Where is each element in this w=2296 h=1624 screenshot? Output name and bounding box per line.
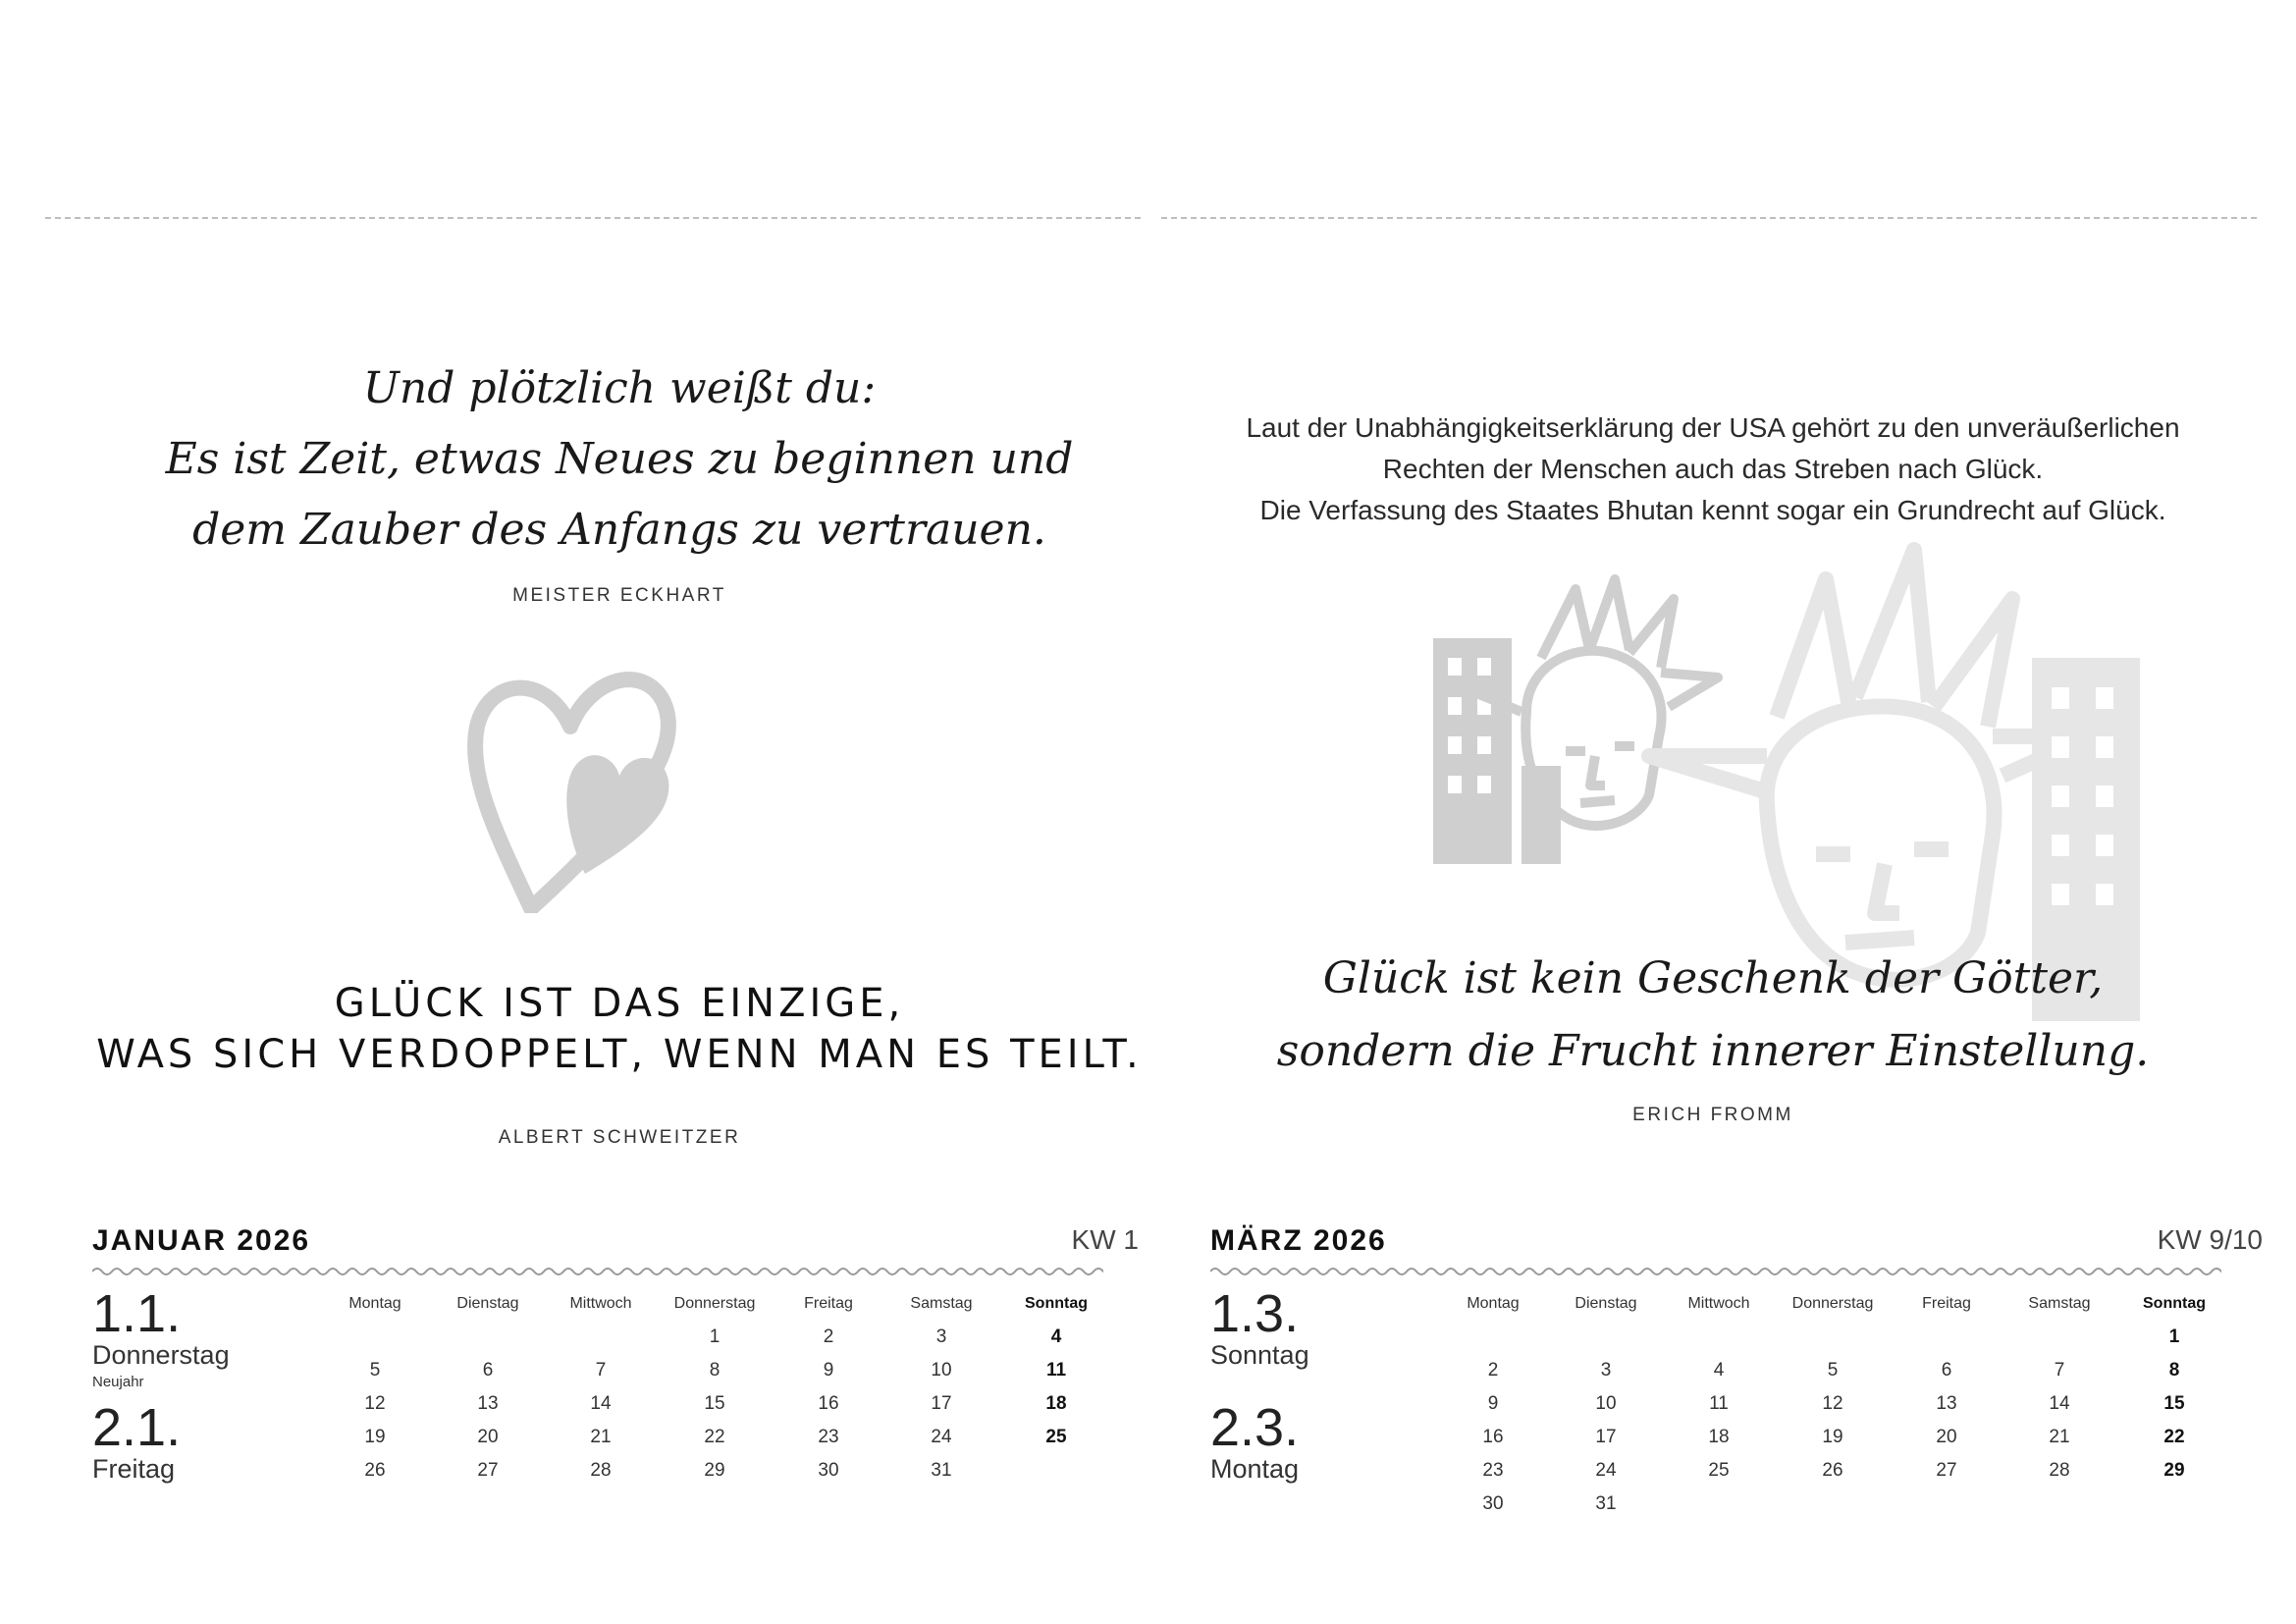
calendar-month-title: MÄRZ 2026 — [1210, 1224, 1387, 1257]
calendar-day-cell: 11 — [1045, 1360, 1067, 1380]
calendar-day-cell: 13 — [1936, 1393, 1957, 1414]
heart-icon — [467, 658, 703, 913]
weekday-header: Dienstag — [456, 1295, 519, 1312]
calendar-day-cell: 4 — [1050, 1326, 1062, 1347]
calendar-day-cell: 24 — [1595, 1460, 1617, 1481]
calendar-day-cell: 30 — [818, 1460, 839, 1481]
calendar-day-cell: 24 — [931, 1427, 952, 1447]
calendar-day-cell: 7 — [595, 1360, 607, 1380]
calendar-day-cell: 4 — [1713, 1360, 1725, 1380]
calendar-day-cell: 28 — [2049, 1460, 2070, 1481]
day-date: 2.3. — [1210, 1398, 1300, 1457]
calendar-day-cell: 10 — [1595, 1393, 1617, 1414]
day-weekday: Donnerstag — [92, 1340, 230, 1370]
calendar-day-cell: 9 — [1487, 1393, 1499, 1414]
quote-line: sondern die Frucht innerer Einstellung. — [1276, 1026, 2150, 1076]
calendar-day-cell: 14 — [2049, 1393, 2070, 1414]
calendar-day-cell: 8 — [709, 1360, 721, 1380]
day-holiday: Neujahr — [92, 1374, 144, 1390]
calendar-day-cell: 1 — [709, 1326, 721, 1347]
quote-line: Glück ist kein Geschenk der Götter, — [1322, 953, 2104, 1003]
weekday-header: Samstag — [910, 1295, 973, 1312]
calendar-day-cell: 11 — [1709, 1393, 1729, 1414]
calendar-day-cell: 26 — [364, 1460, 386, 1481]
quote-line: Es ist Zeit, etwas Neues zu beginnen und — [165, 434, 1074, 484]
calendar-day-cell: 26 — [1822, 1460, 1843, 1481]
left-page — [55, 0, 1184, 1624]
calendar-week-number: KW 1 — [1071, 1224, 1139, 1255]
calendar-day-cell: 8 — [2168, 1360, 2180, 1380]
calendar-day-cell: 9 — [823, 1360, 834, 1380]
fact-line: Rechten der Menschen auch das Streben nach Glück. — [1382, 454, 2044, 484]
weekday-header: Montag — [1467, 1295, 1520, 1312]
calendar-day-cell: 16 — [818, 1393, 839, 1414]
quote-fromm — [1148, 943, 2277, 1088]
calendar-day-cell: 23 — [1482, 1460, 1504, 1481]
quote-author-fromm: ERICH FROMM — [1632, 1105, 1793, 1125]
calendar-day-cell: 2 — [1487, 1360, 1499, 1380]
calendar-day-cell: 25 — [1045, 1427, 1067, 1447]
fact-line: Laut der Unabhängigkeitserklärung der USA gehört zu den unveräußerlichen — [1246, 412, 2180, 443]
calendar-day-cell: 23 — [818, 1427, 839, 1447]
calendar-day-cell: 18 — [1708, 1427, 1730, 1447]
calendar-day-cell: 29 — [2163, 1460, 2185, 1481]
calendar-day-cell: 27 — [477, 1460, 499, 1481]
calendar-januar — [92, 1224, 1139, 1539]
calendar-day-cell: 18 — [1045, 1393, 1067, 1414]
calendar-day-cell: 21 — [2049, 1427, 2070, 1447]
quote-eckhart — [55, 353, 1184, 566]
day-date: 1.1. — [92, 1284, 182, 1343]
day-weekday: Sonntag — [1210, 1340, 1309, 1370]
fact-line: Die Verfassung des Staates Bhutan kennt sogar ein Grundrecht auf Glück. — [1259, 495, 2166, 525]
calendar-day-cell: 19 — [1822, 1427, 1843, 1447]
calendar-day-cell: 27 — [1936, 1460, 1957, 1481]
calendar-maerz — [1210, 1224, 2263, 1539]
quote-line: Und plötzlich weißt du: — [362, 363, 877, 413]
quote-line: GLÜCK IST DAS EINZIGE, — [334, 981, 905, 1026]
quote-line: dem Zauber des Anfangs zu vertrauen. — [192, 505, 1046, 555]
calendar-day-cell: 28 — [590, 1460, 612, 1481]
weekday-header: Freitag — [1922, 1295, 1971, 1312]
calendar-day-cell: 5 — [369, 1360, 381, 1380]
day-weekday: Montag — [1210, 1454, 1300, 1484]
calendar-month-title: JANUAR 2026 — [92, 1224, 311, 1257]
weekday-header: Freitag — [804, 1295, 853, 1312]
day-date: 1.3. — [1210, 1284, 1300, 1343]
calendar-day-cell: 10 — [931, 1360, 952, 1380]
calendar-day-cell: 31 — [1595, 1493, 1617, 1514]
calendar-week-number: KW 9/10 — [2157, 1224, 2263, 1255]
calendar-day-cell: 3 — [935, 1326, 947, 1347]
calendar-day-cell: 17 — [931, 1393, 952, 1414]
quote-line: WAS SICH VERDOPPELT, WENN MAN ES TEILT. — [96, 1032, 1143, 1077]
day-date: 2.1. — [92, 1398, 182, 1457]
calendar-day-cell: 22 — [2163, 1427, 2185, 1447]
calendar-day-cell: 6 — [1941, 1360, 1952, 1380]
calendar-day-cell: 16 — [1482, 1427, 1504, 1447]
calendar-day-cell: 22 — [704, 1427, 725, 1447]
calendar-day-cell: 31 — [931, 1460, 952, 1481]
wave-divider — [1210, 1264, 2221, 1279]
weekday-header: Sonntag — [1025, 1295, 1088, 1312]
weekday-header: Mittwoch — [1687, 1295, 1750, 1312]
weekday-header: Sonntag — [2143, 1295, 2206, 1312]
calendar-day-cell: 30 — [1482, 1493, 1504, 1514]
calendar-day-cell: 5 — [1827, 1360, 1839, 1380]
calendar-day-cell: 12 — [1822, 1393, 1843, 1414]
calendar-day-cell: 15 — [2163, 1393, 2185, 1414]
calendar-day-cell: 7 — [2054, 1360, 2065, 1380]
weekday-header: Dienstag — [1575, 1295, 1637, 1312]
calendar-day-cell: 25 — [1708, 1460, 1730, 1481]
fact-text — [1148, 407, 2277, 531]
calendar-day-cell: 17 — [1595, 1427, 1617, 1447]
calendar-day-cell: 13 — [477, 1393, 499, 1414]
quote-author-schweitzer: ALBERT SCHWEITZER — [498, 1127, 741, 1148]
quote-schweitzer — [55, 978, 1184, 1080]
weekday-header: Donnerstag — [673, 1295, 756, 1312]
weekday-header: Samstag — [2028, 1295, 2091, 1312]
calendar-day-cell: 1 — [2168, 1326, 2180, 1347]
right-page — [1148, 0, 2277, 1624]
calendar-day-cell: 29 — [704, 1460, 725, 1481]
day-weekday: Freitag — [92, 1454, 176, 1484]
calendar-day-cell: 14 — [590, 1393, 612, 1414]
calendar-day-cell: 3 — [1600, 1360, 1612, 1380]
weekday-header: Montag — [348, 1295, 401, 1312]
wave-divider — [92, 1264, 1103, 1279]
quote-author-eckhart: MEISTER ECKHART — [512, 585, 726, 606]
calendar-day-cell: 20 — [1936, 1427, 1957, 1447]
calendar-day-cell: 15 — [704, 1393, 725, 1414]
calendar-day-cell: 21 — [590, 1427, 612, 1447]
calendar-day-cell: 19 — [364, 1427, 386, 1447]
weekday-header: Donnerstag — [1791, 1295, 1874, 1312]
calendar-day-cell: 6 — [482, 1360, 494, 1380]
weekday-header: Mittwoch — [569, 1295, 632, 1312]
calendar-day-cell: 20 — [477, 1427, 499, 1447]
calendar-day-cell: 12 — [364, 1393, 386, 1414]
calendar-day-cell: 2 — [823, 1326, 834, 1347]
